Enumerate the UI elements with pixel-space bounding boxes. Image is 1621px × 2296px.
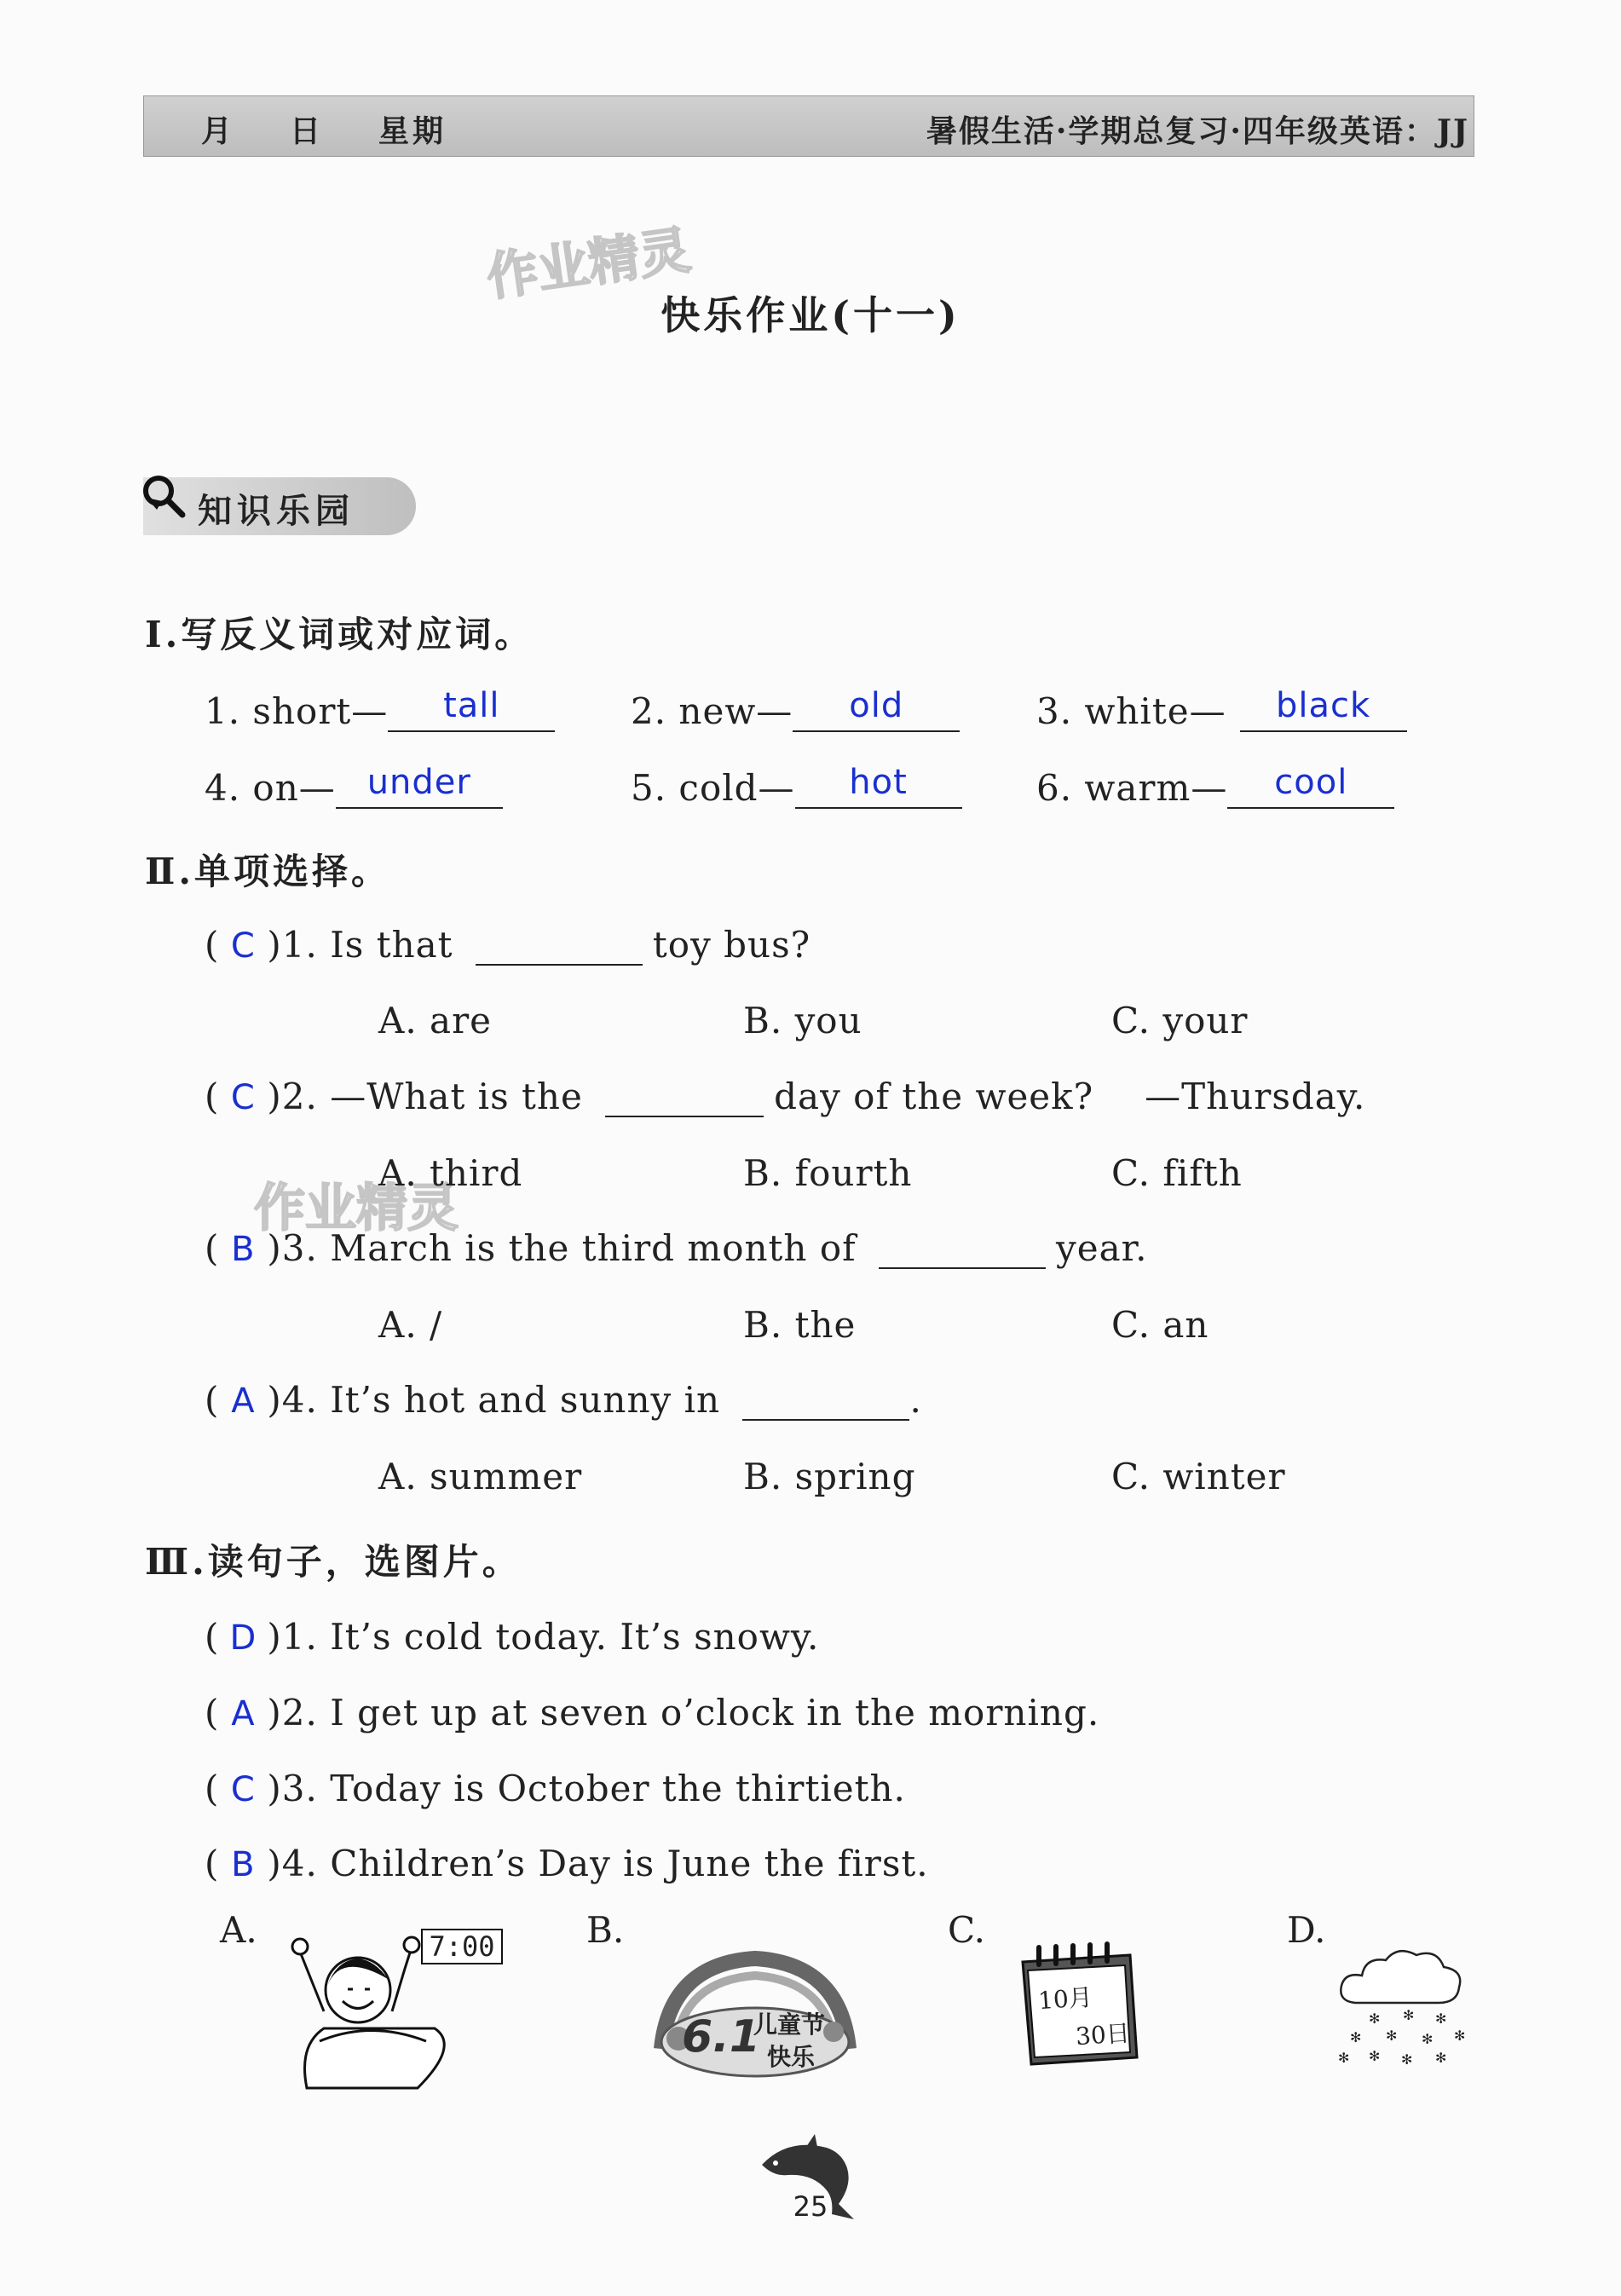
part1-item-2-answer: old <box>849 686 904 725</box>
part2-q2-option-b: B. fourth <box>743 1152 913 1194</box>
part3-q4-text: )4. Children’s Day is June the first. <box>267 1843 929 1884</box>
part3-q1-text: )1. It’s cold today. It’s snowy. <box>267 1616 820 1658</box>
header-month: 月 <box>201 113 236 149</box>
part2-q4-option-b: B. spring <box>743 1456 916 1497</box>
part1-item-1-question: 1. short— <box>205 690 389 732</box>
part2-q4-stem-end: . <box>909 1379 922 1421</box>
part1-item-3-blank <box>1240 686 1407 732</box>
picture-d-label: D. <box>1287 1909 1326 1951</box>
picture-c-label: C. <box>948 1909 985 1951</box>
part2-q1-stem-end: toy bus? <box>652 924 811 966</box>
svg-text:✻: ✻ <box>1435 2010 1447 2027</box>
part2-question-3: ( B )3. March is the third month of year. <box>205 1227 1148 1269</box>
part2-q3-stem: )3. March is the third month of <box>267 1227 857 1269</box>
part2-q1-option-c: C. your <box>1111 1000 1249 1041</box>
part1-item-1-answer: tall <box>443 686 500 725</box>
svg-text:✻: ✻ <box>1454 2028 1466 2044</box>
part2-q4-blank <box>742 1382 909 1421</box>
part1-item-3-question: 3. white— <box>1036 690 1226 732</box>
svg-text:✻: ✻ <box>1386 2028 1398 2044</box>
section-title: 知识乐园 <box>198 491 355 531</box>
part3-q2-text: )2. I get up at seven o’clock in the morning. <box>267 1692 1100 1734</box>
page-number: 25 <box>793 2190 828 2223</box>
picture-a-clock: 7:00 <box>421 1929 503 1964</box>
part1-item-5-answer: hot <box>849 763 908 802</box>
watermark-top: 作业精灵 <box>482 220 695 309</box>
part1-item-1 <box>205 686 555 732</box>
part2-q2-blank <box>605 1078 764 1117</box>
header-date-fields <box>201 107 501 151</box>
part2-q4-answer: A <box>231 1382 256 1421</box>
part3-q2-answer: A <box>231 1694 256 1734</box>
part1-item-4-question: 4. on— <box>205 767 336 809</box>
part2-question-4: ( A )4. It’s hot and sunny in . <box>205 1379 922 1421</box>
part1-item-2-blank <box>793 686 960 732</box>
header-weekday: 星期 <box>378 113 447 149</box>
part1-item-2-question: 2. new— <box>631 690 793 732</box>
part1-item-6-blank <box>1227 763 1394 809</box>
part2-q3-blank <box>879 1230 1046 1269</box>
picture-a-label: A. <box>220 1909 257 1951</box>
part1-item-6-answer: cool <box>1274 763 1348 802</box>
svg-text:✻: ✻ <box>1338 2050 1350 2066</box>
part3-question-3: ( C )3. Today is October the thirtieth. <box>205 1768 906 1809</box>
part2-q2-reply: —Thursday. <box>1145 1076 1366 1117</box>
part3-q4-answer: B <box>231 1845 256 1884</box>
svg-text:✻: ✻ <box>1350 2029 1362 2045</box>
part2-q1-option-b: B. you <box>743 1000 862 1041</box>
part2-q2-option-c: C. fifth <box>1111 1152 1243 1194</box>
part2-q2-stem: )2. —What is the <box>267 1076 583 1117</box>
part2-q1-blank <box>476 926 643 966</box>
part2-q3-option-a: A. / <box>378 1304 443 1346</box>
part2-q2-stem-end: day of the week? <box>774 1076 1094 1117</box>
part2-question-1: ( C )1. Is that toy bus? <box>205 924 811 966</box>
part2-heading: Ⅱ.单项选择。 <box>145 851 391 892</box>
part1-heading: Ⅰ.写反义词或对应词。 <box>145 614 534 655</box>
part2-q1-answer: C <box>230 926 256 966</box>
magnifier-icon <box>140 472 186 518</box>
svg-text:✻: ✻ <box>1435 2050 1447 2066</box>
picture-b-number: 6.1 <box>682 2011 761 2062</box>
svg-text:✻: ✻ <box>1403 2007 1415 2023</box>
part1-item-5-blank <box>795 763 962 809</box>
svg-text:✻: ✻ <box>1369 2048 1381 2064</box>
part2-question-2: ( C )2. —What is the day of the week? —Thursday. <box>205 1076 1366 1117</box>
part1-item-4-answer: under <box>366 763 471 802</box>
picture-b-label: B. <box>586 1909 625 1951</box>
part2-q3-option-c: C. an <box>1111 1304 1209 1346</box>
part2-q1-stem: )1. Is that <box>267 924 453 966</box>
part3-heading: Ⅲ.读句子，选图片。 <box>145 1541 522 1583</box>
part2-q2-answer: C <box>230 1078 256 1117</box>
picture-c-day: 30日 <box>1075 2018 1131 2051</box>
picture-c-month: 10月 <box>1037 1982 1093 2016</box>
part3-question-2: ( A )2. I get up at seven o’clock in the morning. <box>205 1692 1100 1734</box>
part1-item-2 <box>631 686 960 732</box>
part1-item-5-question: 5. cold— <box>631 767 795 809</box>
part3-q3-text: )3. Today is October the thirtieth. <box>267 1768 906 1809</box>
svg-text:✻: ✻ <box>1422 2031 1434 2047</box>
part3-q3-answer: C <box>230 1770 256 1809</box>
part2-q1-option-a: A. are <box>378 1000 493 1041</box>
part2-q3-option-b: B. the <box>743 1304 857 1346</box>
part1-item-1-blank <box>388 686 555 732</box>
part3-question-1: ( D )1. It’s cold today. It’s snowy. <box>205 1616 820 1658</box>
picture-d-snow-cloud-icon <box>1330 1935 1474 2080</box>
svg-text:✻: ✻ <box>1369 2010 1381 2027</box>
part1-item-4-blank <box>336 763 503 809</box>
page-title: 快乐作业(十一) <box>661 292 960 338</box>
part2-q4-option-a: A. summer <box>378 1456 583 1497</box>
part3-question-4: ( B )4. Children’s Day is June the first. <box>205 1843 929 1884</box>
part2-q3-answer: B <box>231 1230 256 1269</box>
header-book-title: 暑假生活·学期总复习·四年级英语：JJ <box>926 113 1469 149</box>
picture-b-text-2: 快乐 <box>767 2043 816 2071</box>
watermark-middle: 作业精灵 <box>254 1179 459 1238</box>
part1-item-3-answer: black <box>1276 686 1371 725</box>
part1-item-6-question: 6. warm— <box>1036 767 1228 809</box>
header-day: 日 <box>290 113 325 149</box>
part1-item-5 <box>631 763 962 809</box>
part3-q1-answer: D <box>229 1618 257 1658</box>
picture-b-text-1: 儿童节 <box>753 2010 826 2039</box>
part1-item-4 <box>205 763 503 809</box>
part2-q4-stem: )4. It’s hot and sunny in <box>267 1379 721 1421</box>
part2-q2-option-a: A. third <box>378 1152 523 1194</box>
part1-item-3 <box>1036 686 1407 732</box>
part1-item-6 <box>1036 763 1394 809</box>
part2-q4-option-c: C. winter <box>1111 1456 1286 1497</box>
svg-text:✻: ✻ <box>1401 2051 1413 2068</box>
part2-q3-stem-end: year. <box>1056 1227 1148 1269</box>
